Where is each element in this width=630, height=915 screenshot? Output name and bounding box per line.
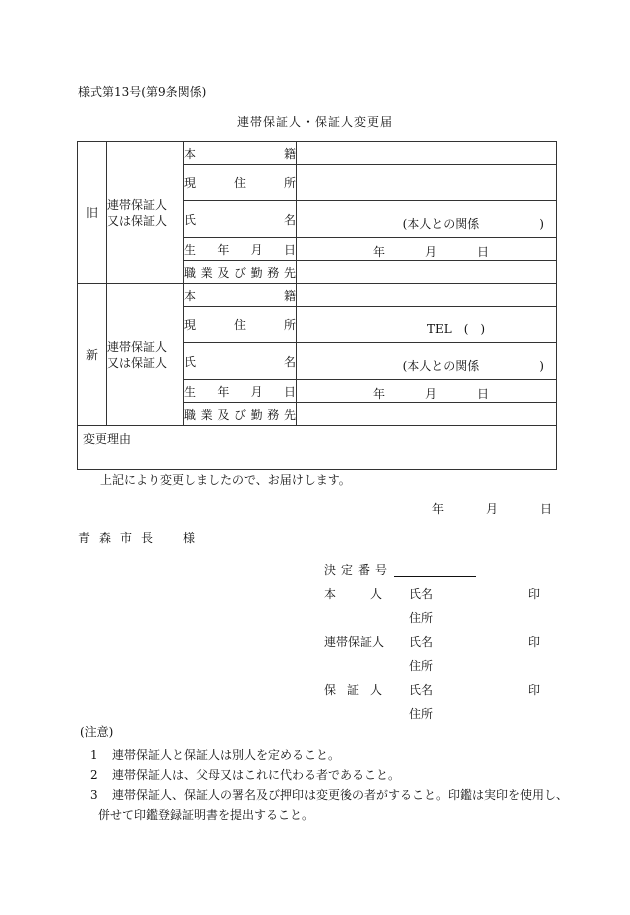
old-job-field[interactable] <box>297 261 557 284</box>
addressee: 青森市長 様 <box>78 531 205 545</box>
principal-name-row <box>324 588 564 612</box>
old-party-label: 連帯保証人 又は保証人 <box>107 142 184 284</box>
change-form-table <box>77 141 557 470</box>
joint-guarantor-name-row <box>324 636 564 660</box>
joint-guarantor-label: 連帯保証人 <box>324 635 385 649</box>
principal-name-label: 氏名 <box>409 587 434 601</box>
signature-block <box>324 564 564 732</box>
new-relation-note: (本人との関係 ) <box>402 359 544 373</box>
decision-number-row <box>324 564 564 588</box>
old-relation-note: (本人との関係 ) <box>402 217 544 231</box>
principal-seal: 印 <box>528 587 541 601</box>
decision-number-label: 決定番号 <box>324 563 393 577</box>
note-item: 2 連帯保証人は、父母又はこれに代わる者であること。 <box>90 768 401 782</box>
new-section-label: 新 <box>78 284 107 426</box>
guarantor-label: 保 証 人 <box>324 683 382 697</box>
old-birth-field[interactable]: 年 月 日 <box>297 238 557 261</box>
change-reason-label: 変更理由 <box>83 432 132 446</box>
guarantor-name-row <box>324 684 564 708</box>
principal-address-row <box>324 612 564 636</box>
new-honseki-field[interactable] <box>297 284 557 307</box>
old-birth-label: 生 年 月 日 <box>184 238 297 261</box>
submit-date: 年 月 日 <box>432 502 553 516</box>
note-item: 1 連帯保証人と保証人は別人を定めること。 <box>90 748 341 762</box>
principal-label: 本 人 <box>324 587 382 601</box>
old-name-field[interactable] <box>297 201 557 238</box>
form-number: 様式第13号(第9条関係) <box>78 85 207 99</box>
new-job-field[interactable] <box>297 403 557 426</box>
old-name-label: 氏 名 <box>184 201 297 238</box>
new-name-label: 氏 名 <box>184 343 297 380</box>
form-title: 連帯保証人・保証人変更届 <box>236 115 393 129</box>
change-reason-field[interactable] <box>78 426 557 470</box>
guarantor-name-label: 氏名 <box>409 683 434 697</box>
old-honseki-field[interactable] <box>297 142 557 165</box>
joint-guarantor-seal: 印 <box>528 635 541 649</box>
notes-heading: (注意) <box>80 725 114 739</box>
joint-guarantor-address-row <box>324 660 564 684</box>
principal-address-label: 住所 <box>409 611 434 625</box>
notes-list <box>90 745 570 825</box>
statement-text: 上記により変更しましたので、お届けします。 <box>100 473 351 487</box>
new-birth-label: 生 年 月 日 <box>184 380 297 403</box>
old-section-label: 旧 <box>78 142 107 284</box>
guarantor-address-label: 住所 <box>409 707 434 721</box>
new-tel-note: TEL ( ) <box>427 322 486 336</box>
joint-guarantor-address-label: 住所 <box>409 659 434 673</box>
new-job-label: 職 業 及 び 勤 務 先 <box>184 403 297 426</box>
new-name-field[interactable] <box>297 343 557 380</box>
old-address-label: 現 住 所 <box>184 165 297 201</box>
old-honseki-label: 本 籍 <box>184 142 297 165</box>
old-job-label: 職 業 及 び 勤 務 先 <box>184 261 297 284</box>
new-address-field[interactable] <box>297 307 557 343</box>
guarantor-seal: 印 <box>528 683 541 697</box>
guarantor-address-row <box>324 708 564 732</box>
joint-guarantor-name-label: 氏名 <box>409 635 434 649</box>
decision-number-field[interactable] <box>394 564 476 577</box>
new-party-label: 連帯保証人 又は保証人 <box>107 284 184 426</box>
new-birth-field[interactable]: 年 月 日 <box>297 380 557 403</box>
new-honseki-label: 本 籍 <box>184 284 297 307</box>
old-address-field[interactable] <box>297 165 557 201</box>
new-address-label: 現 住 所 <box>184 307 297 343</box>
note-item: 3 連帯保証人、保証人の署名及び押印は変更後の者がすること。印鑑は実印を使用し、 併せて印鑑登録証明書を提出すること。 <box>90 788 569 822</box>
